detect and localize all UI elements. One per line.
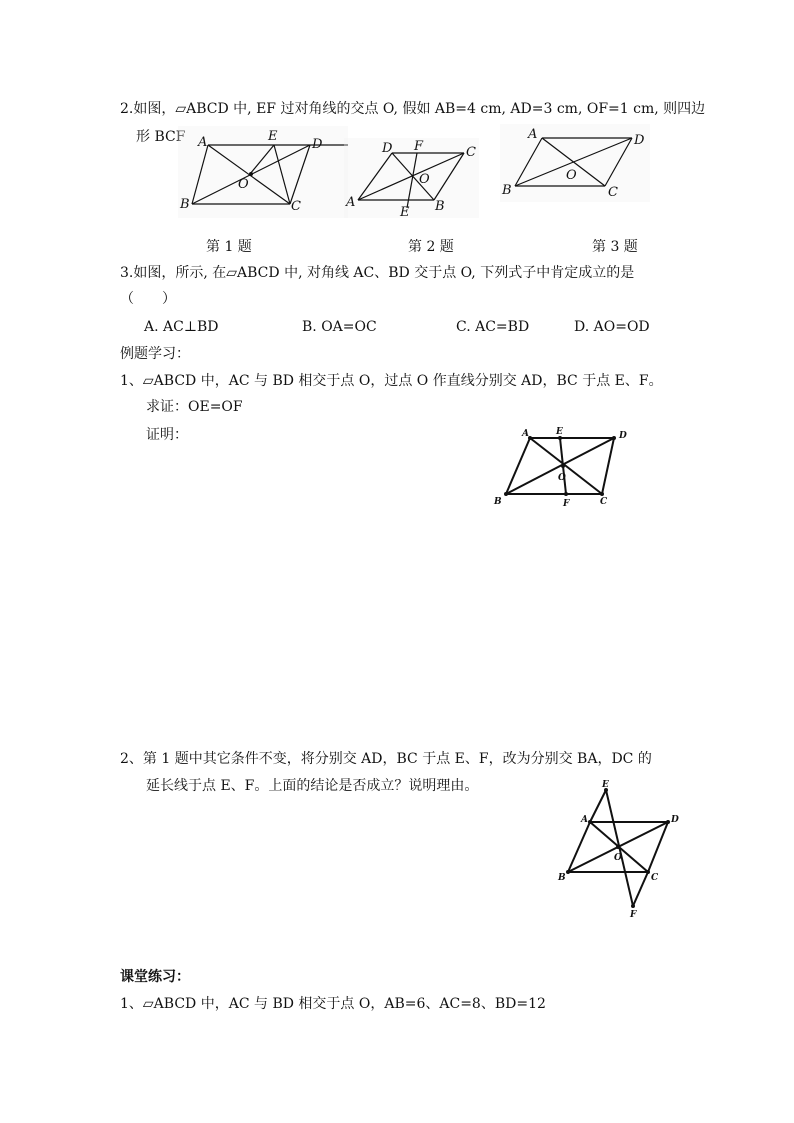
fig4-point-O <box>561 464 565 468</box>
fig5-label-C: C <box>651 873 659 883</box>
practice-1-text: 1、▱ABCD 中，AC 与 BD 相交于点 O，AB=6、AC=8、BD=12 <box>120 996 546 1012</box>
fig1-label-A: A <box>198 135 208 150</box>
fig3-label-A: A <box>528 127 538 142</box>
fig3-label-O: O <box>566 168 577 183</box>
fig4-label-E: E <box>556 427 563 437</box>
fig4-label-F: F <box>563 499 570 509</box>
fig1-label-O: O <box>238 177 249 192</box>
fig4-side-CD <box>602 438 614 494</box>
fig4-label-A: A <box>522 429 529 439</box>
figure-3-parallelogram <box>500 124 650 202</box>
fig4-label-D: D <box>619 431 627 441</box>
caption-figure-1: 第 1 题 <box>206 239 252 255</box>
caption-figure-2: 第 2 题 <box>408 239 454 255</box>
q2-text-line1: 2.如图，▱ABCD 中, EF 过对角线的交点 O, 假如 AB=4 cm, AD=3 cm, OF=1 cm, 则四边 <box>120 101 706 117</box>
fig5-point-B <box>566 870 570 874</box>
example-2-text-line1: 2、第 1 题中其它条件不变，将分别交 AD，BC 于点 E、F，改为分别交 BA，DC 的 <box>120 751 652 767</box>
fig1-label-C: C <box>291 199 301 214</box>
q2-text-line2: 形 BCF <box>136 129 186 145</box>
fig4-point-D <box>612 436 616 440</box>
fig2-label-F: F <box>414 139 424 154</box>
practice-heading: 课堂练习： <box>120 969 190 985</box>
q3-text-line2: （ ） <box>120 291 176 307</box>
fig2-label-O: O <box>419 172 430 187</box>
fig5-ext-EA <box>590 790 606 822</box>
example-2-text-line2: 延长线于点 E、F。上面的结论是否成立？说明理由。 <box>146 778 479 794</box>
examples-heading: 例题学习： <box>120 346 190 362</box>
q3-option-c: C. AC=BD <box>456 319 530 335</box>
fig4-point-C <box>600 492 604 496</box>
fig4-label-O: O <box>558 473 566 483</box>
fig5-label-A: A <box>581 815 588 825</box>
fig3-label-C: C <box>608 185 618 200</box>
fig3-label-B: B <box>502 183 512 198</box>
fig2-label-E: E <box>400 205 410 220</box>
fig2-label-D: D <box>382 141 393 156</box>
figure-5-parallelogram <box>556 780 686 920</box>
fig5-label-E: E <box>602 780 609 790</box>
fig2-label-A: A <box>346 195 356 210</box>
figure-4-parallelogram <box>492 424 642 510</box>
fig2-label-C: C <box>466 145 476 160</box>
fig5-label-O: O <box>614 853 622 863</box>
figure-2-parallelogram <box>344 138 479 218</box>
example-1-proof-label: 证明： <box>146 427 188 443</box>
fig5-point-C <box>646 870 650 874</box>
fig5-point-O <box>616 845 620 849</box>
fig5-point-D <box>666 820 670 824</box>
fig5-ext-CF <box>633 872 648 906</box>
q3-text-line1: 3.如图，所示, 在▱ABCD 中, 对角线 AC、BD 交于点 O, 下列式子中肯定成立的是 <box>120 265 635 281</box>
fig4-label-C: C <box>600 497 608 507</box>
fig5-label-F: F <box>630 910 637 920</box>
figure-2-bg <box>344 138 479 218</box>
fig3-label-D: D <box>634 133 645 148</box>
q3-option-a: A. AC⊥BD <box>144 319 219 335</box>
fig4-side-AB <box>506 438 530 494</box>
fig5-label-B: B <box>558 873 566 883</box>
fig1-point-O <box>249 172 253 176</box>
caption-figure-3: 第 3 题 <box>592 239 638 255</box>
q3-option-d: D. AO=OD <box>574 319 650 335</box>
q3-option-b: B. OA=OC <box>302 319 377 335</box>
fig5-point-A <box>588 820 592 824</box>
fig1-label-D: D <box>312 137 323 152</box>
figure-1-parallelogram <box>178 126 348 218</box>
fig4-point-F <box>564 492 568 496</box>
fig2-label-B: B <box>435 199 445 214</box>
fig1-label-E: E <box>268 129 278 144</box>
fig5-point-F <box>631 904 635 908</box>
fig1-label-B: B <box>180 197 190 212</box>
example-1-text: 1、▱ABCD 中，AC 与 BD 相交于点 O，过点 O 作直线分别交 AD，BC 于点 E、F。 <box>120 373 663 389</box>
fig4-point-B <box>504 492 508 496</box>
fig5-side-AB <box>568 822 590 872</box>
fig4-label-B: B <box>494 497 502 507</box>
fig5-label-D: D <box>671 815 679 825</box>
example-1-prove: 求证：OE=OF <box>146 399 243 415</box>
